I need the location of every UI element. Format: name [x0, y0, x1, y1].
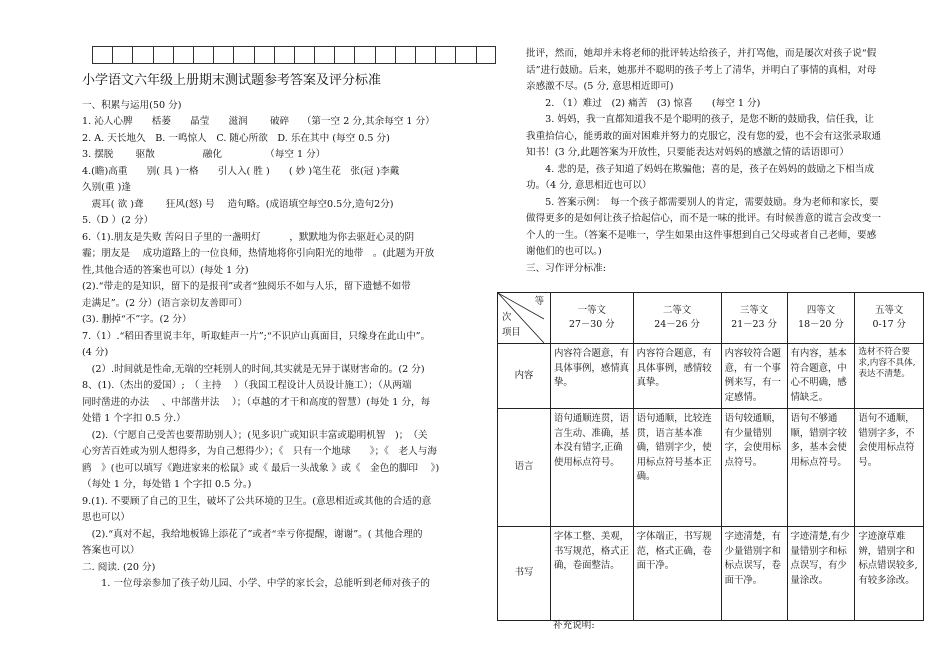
rubric-cell: 字迹清楚,有少量错别字和标点误写，有少量涂改。 — [787, 527, 855, 621]
grade-header — [551, 293, 634, 344]
answer-line: 4.(瞻)高重 别( 具 )一格 引人入( 胜 ) ( 妙 )笔生花 张(冠 )李戴 — [82, 165, 400, 177]
grade-header — [721, 293, 787, 344]
grade-range: 27－30 分 — [569, 319, 615, 330]
answer-line: 话”进行鼓励。后来，她那并不聪明的孩子考上了清华，并明白了事情的真相，对母 — [526, 64, 877, 76]
answer-line: 走满足”。(2 分）(语言亲切友善即可） — [82, 297, 248, 309]
rubric-corner-cell — [498, 293, 551, 344]
answer-line: 谢他们的也可以。) — [526, 246, 602, 257]
rubric-cell: 内容较符合题意，有一个事例来写，有一定感情。 — [721, 344, 787, 409]
page-title: 小学语文六年级上册期末测试题参考答案及评分标准 — [82, 73, 382, 88]
section-heading: 二. 阅读. (20 分) — [82, 561, 156, 573]
grade-header — [633, 293, 721, 344]
grade-name: 四等文 — [806, 304, 836, 316]
rubric-header-row — [498, 293, 924, 344]
grade-name: 五等文 — [875, 304, 904, 316]
answer-line: 久别(重 )逢 — [82, 182, 131, 193]
answer-line: 9.(1). 不要顾了自己的卫生，破坏了公共环境的卫生。(意思相近或其他的合适的意 — [82, 495, 432, 507]
rubric-cell: 语句不够通顺，错别字较多，基本会使用标点符号。 — [787, 409, 855, 527]
answer-line: 处错 1 个字扣 0.5 分.） — [82, 413, 186, 424]
answer-line: 4. 悲的是，孩子知道了妈妈在欺骗他；喜的是，孩子在妈妈的鼓励之下相当成 — [526, 163, 874, 175]
grade-range: 18－20 分 — [798, 319, 844, 330]
answer-line: 思也可以） — [82, 512, 130, 523]
corner-label: 等 — [534, 296, 544, 307]
rubric-cell: 字迹清楚，有少量错别字和标点误写，卷面干净。 — [721, 527, 787, 621]
supplementary-note: 补充说明: — [553, 620, 595, 631]
answer-line: (3). 删掉“不”字。(2 分） — [82, 314, 192, 325]
answer-line: 1. 沁人心脾 栝蒌 晶莹 滋润 破碎 （第一空 2 分,其余每空 1 分） — [82, 116, 435, 127]
rubric-cell: 选材不符合要求,内容不具体,表达不清楚。 — [855, 344, 924, 409]
essay-rubric-table — [497, 292, 924, 621]
answer-line: (2).“真对不起，我给地板锦上添花了”或者“幸亏你提醒，谢谢”。( 其他合理的 — [82, 528, 423, 540]
rubric-cell: 内容符合题意，有具体事例，感情真挚。 — [551, 344, 634, 409]
grade-range: 21－23 分 — [731, 319, 777, 330]
rubric-item-label: 语言 — [498, 409, 551, 527]
answer-line: 做得更多的是如何让孩子拾起信心，而不是一味的批评。有时候善意的谎言会改变一 — [526, 213, 881, 224]
rubric-cell: 语句通顺连贯，语言生动、准确，基本没有错字,正确使用标点符号。 — [551, 409, 634, 527]
rubric-row-content — [498, 344, 924, 409]
left-column — [82, 70, 474, 593]
grade-name: 三等文 — [739, 304, 769, 316]
rubric-row-language — [498, 409, 924, 527]
answer-line: 鸥 》(也可以填写《跑进家来的松鼠》或《 最后一头战象 》或《 金色的脚印 》) — [82, 462, 440, 474]
section-heading: 三、习作评分标准: — [526, 262, 606, 274]
answer-line: 答案也可以） — [82, 545, 140, 556]
section-heading: 一、积累与运用(50 分) — [82, 99, 182, 111]
rubric-cell: 字体端正，书写规范，格式正确，卷面干净。 — [633, 527, 721, 621]
answer-line: 性,其他合适的答案也可以）(每处 1 分) — [82, 264, 249, 276]
rubric-item-label: 书写 — [498, 527, 551, 621]
right-column — [526, 46, 921, 277]
answer-line: 6.（1).朋友是失败 苦闷日子里的一盏明灯 ，默默地为你去驱赶心灵的阴 — [82, 231, 415, 243]
rubric-cell: 内容符合题意，有具体事例，感情较真挚。 — [633, 344, 721, 409]
rubric-cell: 字体工整、美观，书写规范，格式正确，卷面整洁。 — [551, 527, 634, 621]
grade-range: 0-17 分 — [872, 319, 906, 330]
rubric-cell: 语句不通顺，错别字多，不会使用标点符号。 — [855, 409, 924, 527]
rubric-cell: 语句较通顺，有少量错别字，会使用标点符号。 — [721, 409, 787, 527]
answer-line: 知书！(3 分,此题答案为开放性，只要能表达对妈妈的感激之情的话语即可） — [526, 147, 849, 158]
answer-line: (2）.时间就是性命,无端的空耗别人的时间,其实就是无异于谋财害命的。(2 分) — [82, 363, 425, 375]
answer-line: (2).“带走的是知识，留下的是报刊”或者“独阅乐不如与人乐，留下遗憾不如带 — [82, 281, 411, 292]
rubric-cell: 字迹潦草难辨，错别字和标点错误较多,有较多涂改。 — [855, 527, 924, 621]
answer-line: 批评，然而，她却并未将老师的批评转达给孩子，并打骂他，而是屡次对孩子说“假 — [526, 48, 877, 59]
answer-line: 功。（4 分, 意思相近也可以） — [526, 180, 652, 191]
rubric-cell: 语句通顺，比较连贯，语言基本准确，错别字少，使用标点符号基本正确。 — [633, 409, 721, 527]
answer-line: 3. 妈妈，我一直都知道我不是个聪明的孩子，是您不断的鼓励我，信任我，让 — [526, 114, 874, 125]
answer-line: (2).（宁愿自己受苦也要帮助别人）；(见多识广或知识丰富或聪明机智 )； （关 — [82, 429, 428, 441]
answer-line: 同时凿进的办法 、中部凿井法 ）；（卓越的才干和高度的智慧）(每处 1 分，每 — [82, 396, 431, 408]
rubric-row-handwriting — [498, 527, 924, 621]
grade-name: 二等文 — [663, 304, 692, 316]
answer-line: 3. 摆脱 驱散 融化 （每空 1 分） — [82, 149, 326, 160]
answer-line: 2. A. 天长地久 B. 一鸣惊人 C. 随心所欲 D. 乐在其中 (每空 0.5 分) — [82, 132, 390, 144]
answer-line: 霾；朋友是 成功道路上的一位良师，热情地将你引向阳光的地带 。(此题为开放 — [82, 248, 435, 259]
corner-label: 项目 — [502, 327, 521, 338]
answer-line: 1. 一位母亲参加了孩子幼儿园、小学、中学的家长会，总能听到老师对孩子的 — [82, 578, 430, 589]
score-box-grid — [92, 46, 496, 64]
answer-line: （每处 1 分，每处错 1 个字扣 0.5 分。) — [82, 479, 252, 490]
answer-line: 我重拾信心，能勇敢的面对困难并努力的克服它，没有您的爱，也不会有这张录取通 — [526, 130, 881, 142]
grade-range: 24－26 分 — [654, 319, 700, 330]
grade-header — [855, 293, 924, 344]
answer-line: 5.（D ）(2 分） — [82, 215, 154, 226]
answer-line: 亲感激不尽。(5 分, 意思相近即可) — [526, 81, 674, 92]
answer-line: 心穷苦百姓或为别人想得多，为自己想得少）；《 只有一个地球 》；《 老人与海 — [82, 446, 437, 457]
answer-line: 5. 答案示例： 每一个孩子都需要别人的肯定，需要鼓励。身为老师和家长，要 — [526, 196, 879, 208]
rubric-cell: 有内容，基本符合题意，中心不明确，感情缺乏。 — [787, 344, 855, 409]
grade-name: 一等文 — [577, 304, 606, 316]
answer-line: 个人的一生。（答案不是唯一，学生如果由这件事想到自己父母或者自己老师，要感 — [526, 229, 877, 241]
grade-header — [787, 293, 855, 344]
answer-line: (4 分) — [82, 347, 109, 358]
answer-line: 8、(1).（杰出的爱国）; （ 主持 ）（我国工程设计人员设计施工）；（从两端 — [82, 380, 412, 391]
answer-line: 7.（1）.“稻田香里说丰年，听取蛙声一片”;“不识庐山真面目，只缘身在此山中”。 — [82, 330, 431, 342]
answer-line: 震耳( 欲 )聋 狂风(怒) 号 造句略。(成语填空每空0.5分,造句2分) — [82, 198, 394, 210]
answer-line: 2. （1）难过 (2) 痛苦 (3) 惊喜 (每空 1 分) — [526, 97, 761, 109]
corner-label: 次 — [502, 312, 512, 323]
rubric-item-label: 内容 — [498, 344, 551, 409]
